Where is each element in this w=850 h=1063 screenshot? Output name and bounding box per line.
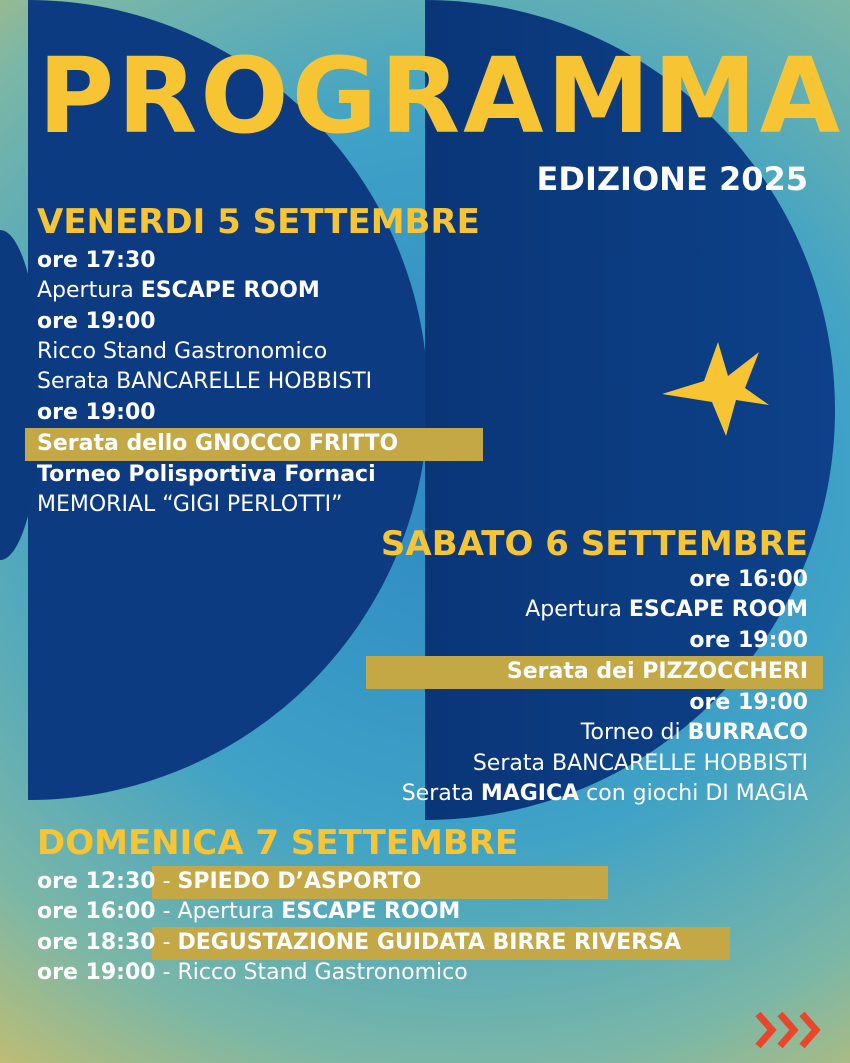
sunday-dash-2: - <box>155 899 178 924</box>
sunday-time-4: ore 19:00 <box>37 960 156 985</box>
saturday-time-2: ore 19:00 <box>689 628 808 653</box>
friday-gnocco: Serata dello GNOCCO FRITTO <box>37 431 399 456</box>
saturday-burraco-prefix: Torneo di <box>580 720 688 745</box>
saturday-magica-suffix: con giochi DI MAGIA <box>579 781 808 806</box>
friday-memorial: MEMORIAL “GIGI PERLOTTI” <box>37 492 343 517</box>
sunday-line-1 <box>37 867 421 897</box>
friday-torneo: Torneo Polisportiva Fornaci <box>37 462 376 487</box>
friday-stand: Ricco Stand Gastronomico <box>37 339 328 364</box>
saturday-escape-prefix: Apertura <box>525 597 629 622</box>
saturday-escape-strong: ESCAPE ROOM <box>628 597 808 622</box>
friday-time-2: ore 19:00 <box>37 309 156 334</box>
friday-escape-room <box>37 276 320 306</box>
friday-bancarelle: Serata BANCARELLE HOBBISTI <box>37 369 373 394</box>
friday-escape-prefix: Apertura <box>37 278 141 303</box>
sunday-line-3 <box>37 928 681 958</box>
saturday-time-1: ore 16:00 <box>689 567 808 592</box>
saturday-magica <box>402 779 808 809</box>
sunday-stand: Ricco Stand Gastronomico <box>177 960 468 985</box>
friday-escape-strong: ESCAPE ROOM <box>140 278 320 303</box>
saturday-time-3: ore 19:00 <box>689 690 808 715</box>
sunday-dash-3: - <box>155 930 178 955</box>
edition-subtitle: EDIZIONE 2025 <box>536 160 808 198</box>
saturday-magica-prefix: Serata <box>401 781 481 806</box>
saturday-burraco-strong: BURRACO <box>687 720 808 745</box>
saturday-burraco <box>581 718 808 748</box>
sunday-line-2 <box>37 897 460 927</box>
sunday-escape-strong: ESCAPE ROOM <box>281 899 461 924</box>
sunday-time-3: ore 18:30 <box>37 930 156 955</box>
saturday-magica-strong: MAGICA <box>480 781 580 806</box>
saturday-pizzoccheri: Serata dei PIZZOCCHERI <box>506 659 808 684</box>
sunday-dash-4: - <box>155 960 178 985</box>
sunday-time-2: ore 16:00 <box>37 899 156 924</box>
saturday-escape-room <box>525 595 808 625</box>
star-icon <box>652 336 772 446</box>
friday-time-1: ore 17:30 <box>37 248 156 273</box>
sunday-time-1: ore 12:30 <box>37 869 156 894</box>
saturday-bancarelle: Serata BANCARELLE HOBBISTI <box>472 751 808 776</box>
page-title: PROGRAMMA <box>38 35 844 157</box>
sunday-line-4 <box>37 958 468 988</box>
sunday-heading: DOMENICA 7 SETTEMBRE <box>37 823 519 863</box>
friday-heading: VENERDI 5 SETTEMBRE <box>37 202 480 242</box>
sunday-degustazione: DEGUSTAZIONE GUIDATA BIRRE RIVERSA <box>177 930 682 955</box>
sunday-escape-prefix: Apertura <box>177 899 282 924</box>
saturday-heading: SABATO 6 SETTEMBRE <box>380 524 808 564</box>
chevron-right-triple-icon[interactable] <box>754 1010 826 1050</box>
sunday-spiedo: SPIEDO D’ASPORTO <box>177 869 422 894</box>
friday-time-3: ore 19:00 <box>37 400 156 425</box>
sunday-dash-1: - <box>155 869 178 894</box>
